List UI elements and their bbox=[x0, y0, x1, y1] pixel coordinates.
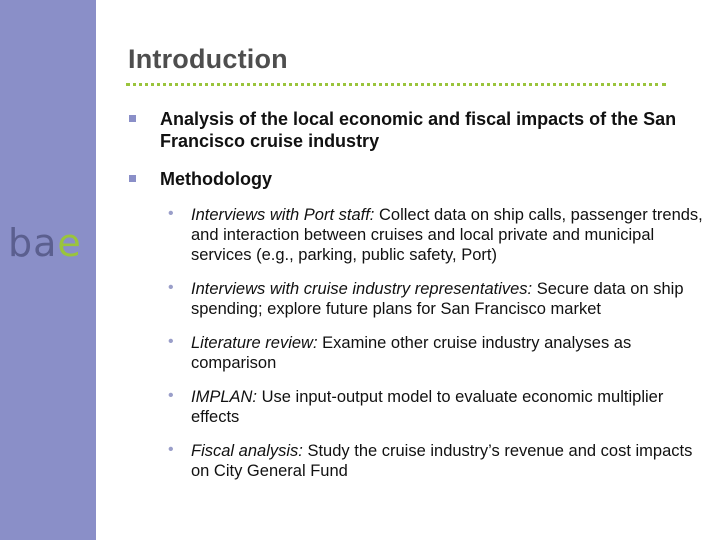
left-sidebar bbox=[0, 0, 96, 540]
title-divider bbox=[126, 83, 666, 86]
bullet-text: Methodology bbox=[160, 169, 272, 189]
dot-bullet-icon: • bbox=[168, 441, 174, 458]
sub-bullet-lead: IMPLAN: bbox=[191, 388, 258, 406]
dot-bullet-icon: • bbox=[168, 279, 174, 296]
dot-bullet-icon: • bbox=[168, 387, 174, 404]
bae-logo bbox=[8, 221, 82, 265]
sub-bullet-item bbox=[168, 387, 711, 427]
sub-bullet-text: Examine other cruise industry analyses as comparison bbox=[191, 334, 632, 372]
sub-bullet-item bbox=[168, 279, 711, 319]
square-bullet-icon bbox=[129, 115, 136, 122]
bullet-item bbox=[160, 108, 700, 152]
bullet-item bbox=[160, 168, 700, 190]
dot-bullet-icon: • bbox=[168, 205, 174, 222]
sub-bullet-item bbox=[168, 205, 711, 265]
sub-bullet-lead: Literature review: bbox=[191, 334, 318, 352]
sub-bullet-item bbox=[168, 441, 711, 481]
logo-suffix: e bbox=[57, 221, 82, 265]
slide-title: Introduction bbox=[128, 44, 288, 74]
sub-bullet-text: Study the cruise industry’s revenue and cost impacts on City General Fund bbox=[191, 442, 693, 480]
sub-bullet-lead: Interviews with cruise industry representatives: bbox=[191, 280, 533, 298]
square-bullet-icon bbox=[129, 175, 136, 182]
sub-bullet-text: Use input-output model to evaluate economic multiplier effects bbox=[191, 388, 664, 426]
sub-bullet-lead: Fiscal analysis: bbox=[191, 442, 303, 460]
sub-bullet-lead: Interviews with Port staff: bbox=[191, 206, 375, 224]
sub-bullet-text: Secure data on ship spending; explore future plans for San Francisco market bbox=[191, 280, 684, 318]
sub-bullet-text: Collect data on ship calls, passenger trends, and interaction between cruises and local private and municipal services (e.g., parking, public safety, Port) bbox=[191, 206, 703, 264]
bullet-text: Analysis of the local economic and fiscal impacts of the San Francisco cruise industry bbox=[160, 109, 677, 151]
dot-bullet-icon: • bbox=[168, 333, 174, 350]
sub-bullet-item bbox=[168, 333, 711, 373]
logo-prefix: ba bbox=[8, 221, 58, 265]
